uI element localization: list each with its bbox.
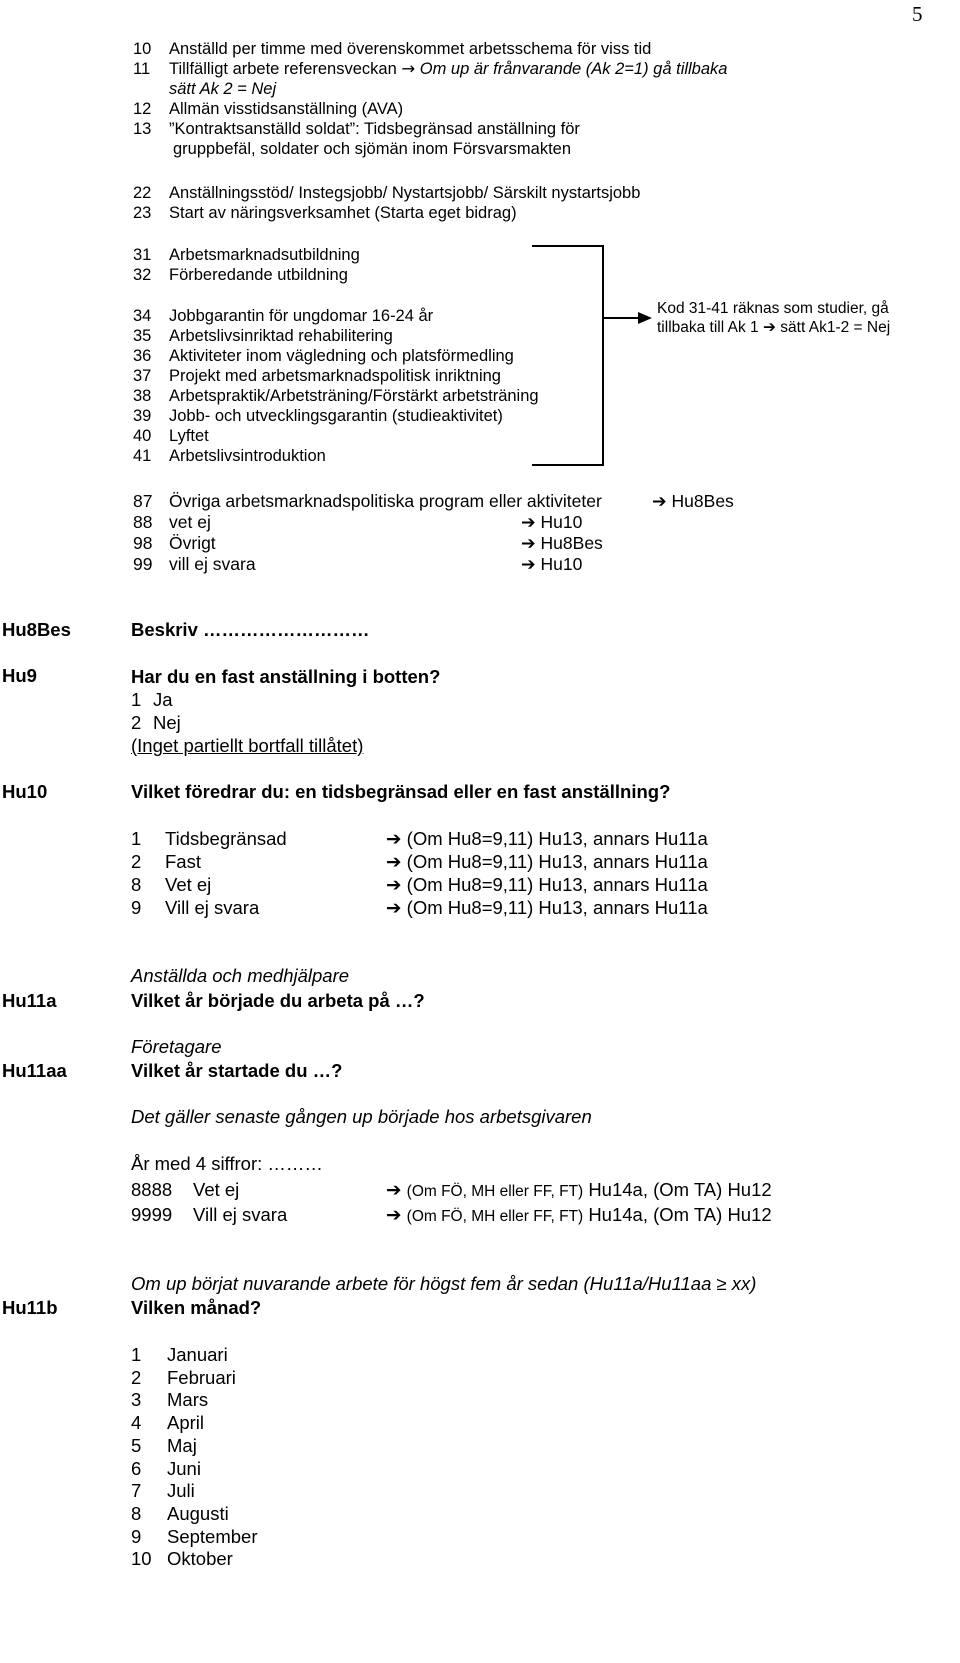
subtitle-hu11aa: Företagare — [131, 1036, 222, 1057]
option: 9999 Vill ej svara ➔ (Om FÖ, MH eller FF, FT) Hu14a, (Om TA) Hu12 — [131, 1204, 772, 1226]
question-label-hu11a: Hu11a — [2, 990, 57, 1011]
code-list-group-5 — [133, 491, 833, 575]
list-item: 40 Lyftet — [133, 427, 209, 445]
question-label-hu9: Hu9 — [2, 665, 37, 686]
question-text: Har du en fast anställning i botten? — [131, 666, 441, 687]
option: 1 Ja — [131, 689, 173, 710]
bracket-line — [532, 246, 603, 465]
month-list — [131, 1344, 258, 1571]
list-item: 12 Allmän visstidsanställning (AVA) — [133, 100, 404, 118]
arrow-right-icon: ➔ — [652, 492, 667, 512]
arrow-right-icon: ➔ — [521, 534, 536, 554]
page-number: 5 — [912, 2, 923, 26]
option: 8 Augusti — [131, 1502, 229, 1524]
question-label-hu10: Hu10 — [2, 781, 48, 802]
list-item: 37 Projekt med arbetsmarknadspolitisk inriktning — [133, 367, 501, 385]
instruction-note: Det gäller senaste gången up började hos arbetsgivaren — [131, 1106, 592, 1127]
question-hu11a: Vilket år började du arbeta på …? — [131, 990, 425, 1011]
list-item: 13 ”Kontraktsanställd soldat”: Tidsbegränsad anställning för — [133, 120, 580, 138]
year-options — [131, 1177, 841, 1227]
option: 2 Fast ➔ (Om Hu8=9,11) Hu13, annars Hu11a — [131, 851, 708, 873]
list-item: 36 Aktiviteter inom vägledning och platsförmedling — [133, 347, 514, 365]
option: 8888 Vet ej ➔ (Om FÖ, MH eller FF, FT) Hu14a, (Om TA) Hu12 — [131, 1179, 772, 1201]
arrow-right-icon: → — [401, 59, 416, 78]
question-label-hu8bes: Hu8Bes — [2, 619, 71, 640]
greater-equal-icon: ≥ — [716, 1273, 727, 1294]
list-item: 31 Arbetsmarknadsutbildning — [133, 246, 360, 264]
list-item: 23 Start av näringsverksamhet (Starta eget bidrag) — [133, 204, 517, 222]
question-hu10: Vilket föredrar du: en tidsbegränsad eller en fast anställning? — [131, 781, 671, 802]
list-item: 22 Anställningsstöd/ Instegsjobb/ Nystartsjobb/ Särskilt nystartsjobb — [133, 184, 641, 202]
arrow-right-icon: ➔ — [386, 852, 402, 873]
list-item: 10 Anställd per timme med överenskommet arbetsschema för viss tid — [133, 40, 652, 58]
year-prompt: År med 4 siffror: ……… — [131, 1153, 323, 1174]
describe-prompt: Beskriv ……………………… — [131, 619, 370, 640]
question-label-hu11b: Hu11b — [2, 1297, 58, 1318]
arrow-right-icon: ➔ — [386, 1180, 402, 1201]
list-item: sätt Ak 2 = Nej — [169, 80, 277, 98]
subtitle-hu11a: Anställda och medhjälpare — [131, 965, 350, 986]
question-hu11b: Vilken månad? — [131, 1297, 262, 1318]
list-item: 34 Jobbgarantin för ungdomar 16-24 år — [133, 307, 434, 325]
option: 4 April — [131, 1412, 205, 1434]
note: (Inget partiellt bortfall tillåtet) — [131, 735, 364, 756]
list-item: 88 vet ej ➔ Hu10 — [133, 512, 583, 533]
list-item: 99 vill ej svara ➔ Hu10 — [133, 554, 583, 575]
option: 7 Juli — [131, 1480, 195, 1502]
option: 1 Tidsbegränsad ➔ (Om Hu8=9,11) Hu13, annars Hu11a — [131, 828, 708, 850]
arrow-right-icon: ➔ — [521, 513, 536, 533]
bracket-arrow-head — [638, 312, 652, 324]
list-item: 39 Jobb- och utvecklingsgarantin (studieaktivitet) — [133, 407, 503, 425]
option: 6 Juni — [131, 1457, 201, 1479]
question-hu9 — [131, 665, 440, 757]
list-item: 32 Förberedande utbildning — [133, 266, 348, 284]
option: 8 Vet ej ➔ (Om Hu8=9,11) Hu13, annars Hu11a — [131, 874, 708, 896]
list-item: 98 Övrigt ➔ Hu8Bes — [133, 533, 603, 554]
question-hu11aa: Vilket år startade du …? — [131, 1060, 343, 1081]
arrow-right-icon: ➔ — [386, 898, 402, 919]
option: 1 Januari — [131, 1344, 228, 1365]
option: 10 Oktober — [131, 1548, 233, 1570]
list-item: 38 Arbetspraktik/Arbetsträning/Förstärkt arbetsträning — [133, 387, 539, 405]
option: 2 Februari — [131, 1366, 236, 1388]
option: 9 September — [131, 1525, 258, 1547]
list-item: 41 Arbetslivsintroduktion — [133, 447, 326, 465]
bracket-note: Kod 31-41 räknas som studier, gå tillbaka till Ak 1 ➔ sätt Ak1-2 = Nej — [657, 300, 891, 336]
list-item: gruppbefäl, soldater och sjömän inom Försvarsmakten — [173, 140, 572, 158]
bracket-arrow — [0, 0, 960, 500]
arrow-right-icon: ➔ — [386, 829, 402, 850]
arrow-right-icon: ➔ — [521, 555, 536, 575]
list-item: 87 Övriga arbetsmarknadspolitiska program eller aktiviteter ➔ Hu8Bes — [133, 491, 734, 512]
option: 5 Maj — [131, 1434, 197, 1456]
question-label-hu11aa: Hu11aa — [2, 1060, 67, 1081]
option: 2 Nej — [131, 712, 181, 733]
arrow-right-icon: ➔ — [386, 875, 402, 896]
option: 3 Mars — [131, 1389, 209, 1411]
arrow-right-icon: ➔ — [762, 318, 776, 336]
option: 9 Vill ej svara ➔ (Om Hu8=9,11) Hu13, annars Hu11a — [131, 897, 708, 919]
list-item: 35 Arbetslivsinriktad rehabilitering — [133, 327, 393, 345]
condition-hu11b: Om up börjat nuvarande arbete för högst fem år sedan (Hu11a/Hu11aa ≥ xx) — [131, 1273, 757, 1294]
list-item: 11 Tillfälligt arbete referensveckan → Om up är frånvarande (Ak 2=1) gå tillbaka — [133, 59, 728, 78]
arrow-right-icon: ➔ — [386, 1205, 402, 1226]
options-hu10 — [131, 827, 831, 919]
